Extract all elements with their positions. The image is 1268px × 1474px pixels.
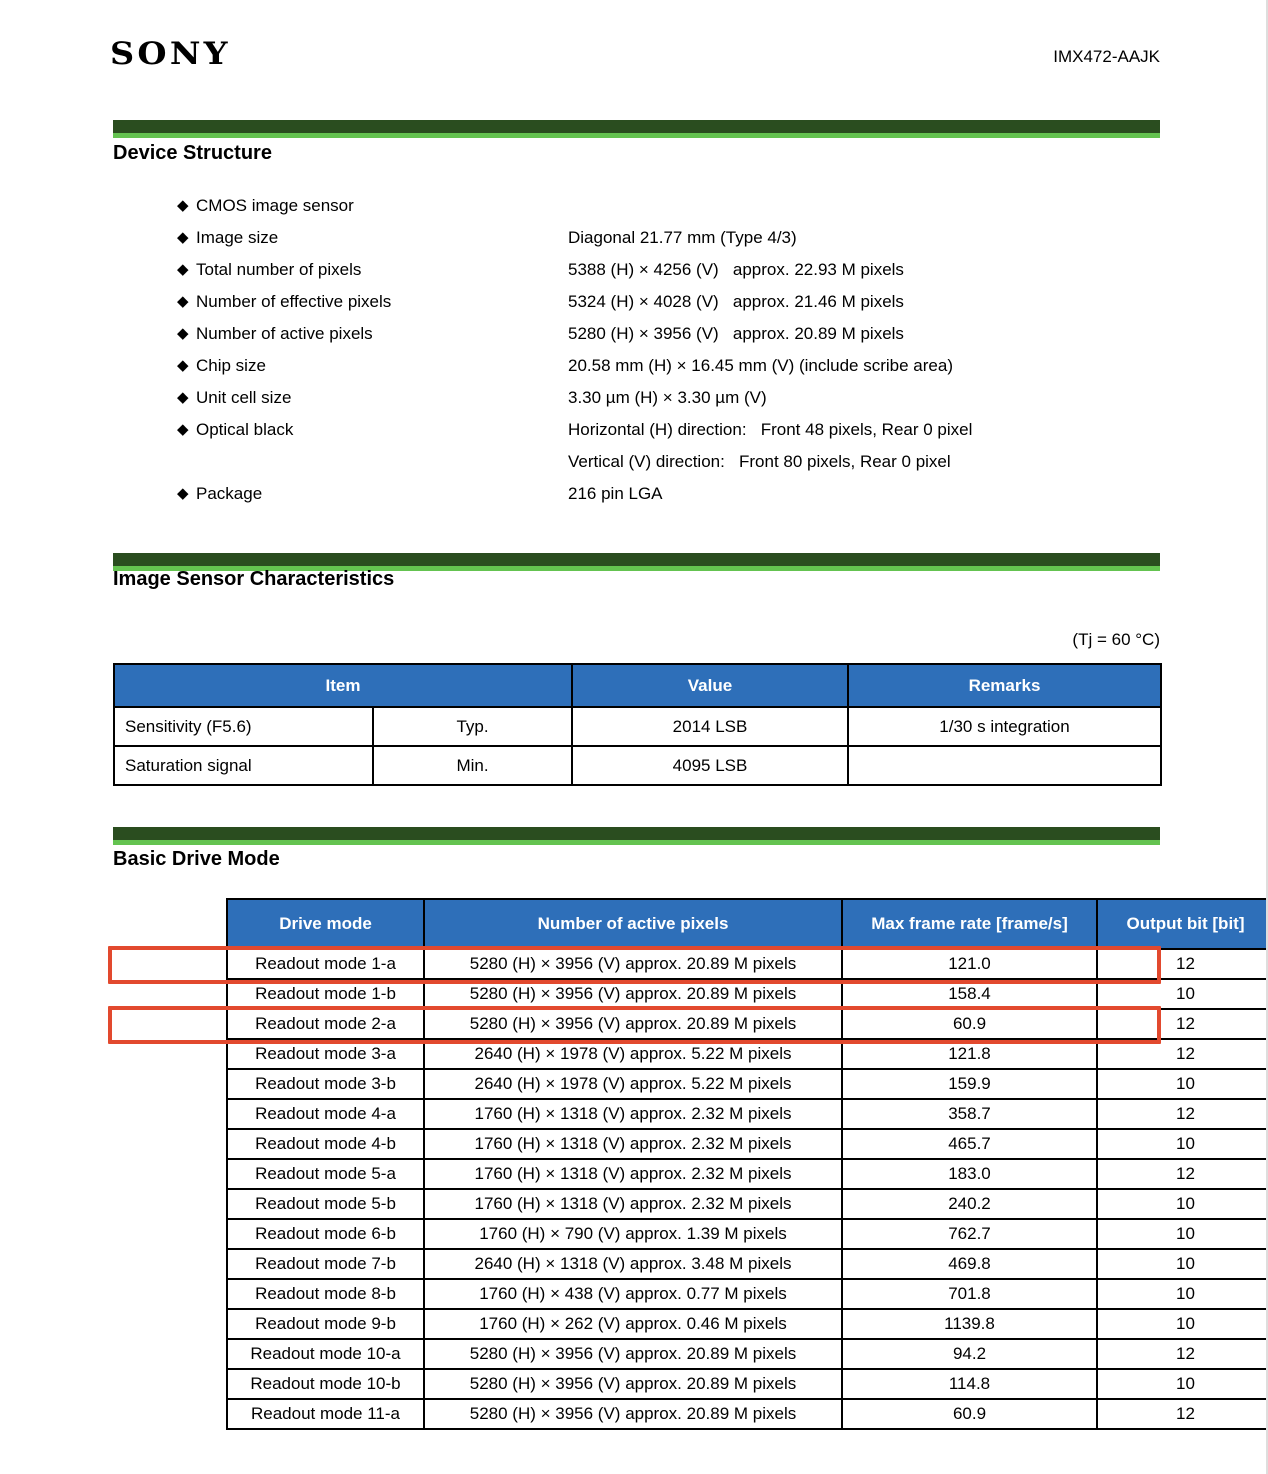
diamond-bullet-icon: ◆ — [177, 389, 189, 406]
cell-rate: 94.2 — [842, 1339, 1097, 1369]
cell-rate: 240.2 — [842, 1189, 1097, 1219]
cell-pixels: 1760 (H) × 438 (V) approx. 0.77 M pixels — [424, 1279, 842, 1309]
table-row — [227, 1189, 1268, 1219]
sony-logo: SONY — [110, 36, 231, 72]
cell-rate: 762.7 — [842, 1219, 1097, 1249]
cell-item: Sensitivity (F5.6) — [114, 707, 373, 746]
device-structure-list — [113, 190, 1160, 510]
item-value: Vertical (V) direction: Front 80 pixels, Rear 0 pixel — [568, 452, 951, 471]
item-label: Image size — [196, 228, 279, 247]
list-item — [113, 190, 1160, 222]
table-row — [227, 1339, 1268, 1369]
temperature-condition: (Tj = 60 °C) — [1072, 630, 1160, 649]
cell-rate: 60.9 — [842, 1399, 1097, 1429]
table-row — [227, 1069, 1268, 1099]
cell-bits: 10 — [1097, 1279, 1268, 1309]
cell-bits: 10 — [1097, 1129, 1268, 1159]
list-item — [113, 478, 1160, 510]
cell-mode: Readout mode 6-b — [227, 1219, 424, 1249]
table-row — [114, 746, 1161, 785]
diamond-bullet-icon: ◆ — [177, 357, 189, 374]
list-item — [113, 414, 1160, 446]
diamond-bullet-icon: ◆ — [177, 197, 189, 214]
cell-bits: 12 — [1097, 1009, 1268, 1039]
cell-remarks: 1/30 s integration — [848, 707, 1161, 746]
cell-bits: 10 — [1097, 1069, 1268, 1099]
table-row — [227, 1039, 1268, 1069]
list-item — [113, 222, 1160, 254]
diamond-bullet-icon: ◆ — [177, 261, 189, 278]
column-header-active-pixels: Number of active pixels — [424, 899, 842, 949]
list-item — [113, 382, 1160, 414]
list-item-continuation — [113, 446, 1160, 478]
cell-mode: Readout mode 2-a — [227, 1009, 424, 1039]
cell-mode: Readout mode 10-b — [227, 1369, 424, 1399]
cell-pixels: 1760 (H) × 262 (V) approx. 0.46 M pixels — [424, 1309, 842, 1339]
list-item — [113, 254, 1160, 286]
table-row — [227, 1279, 1268, 1309]
cell-mode: Readout mode 8-b — [227, 1279, 424, 1309]
table-row — [227, 1249, 1268, 1279]
table-row — [227, 1009, 1268, 1039]
cell-value: 2014 LSB — [572, 707, 848, 746]
table-row — [227, 1129, 1268, 1159]
cell-rate: 60.9 — [842, 1009, 1097, 1039]
cell-rate: 701.8 — [842, 1279, 1097, 1309]
cell-bits: 10 — [1097, 1219, 1268, 1249]
item-label: Unit cell size — [196, 388, 292, 407]
cell-spec: Min. — [373, 746, 572, 785]
cell-rate: 159.9 — [842, 1069, 1097, 1099]
item-label: Number of effective pixels — [196, 292, 392, 311]
cell-rate: 465.7 — [842, 1129, 1097, 1159]
cell-pixels: 5280 (H) × 3956 (V) approx. 20.89 M pixels — [424, 1009, 842, 1039]
table-row — [227, 1399, 1268, 1429]
section-divider-bar — [113, 120, 1160, 138]
cell-rate: 183.0 — [842, 1159, 1097, 1189]
cell-pixels: 1760 (H) × 1318 (V) approx. 2.32 M pixels — [424, 1159, 842, 1189]
section-title-image-sensor-characteristics: Image Sensor Characteristics — [113, 568, 395, 590]
cell-pixels: 2640 (H) × 1318 (V) approx. 3.48 M pixels — [424, 1249, 842, 1279]
item-value: 5324 (H) × 4028 (V) approx. 21.46 M pixels — [568, 292, 904, 311]
cell-pixels: 1760 (H) × 1318 (V) approx. 2.32 M pixels — [424, 1189, 842, 1219]
cell-pixels: 5280 (H) × 3956 (V) approx. 20.89 M pixels — [424, 1399, 842, 1429]
image-sensor-characteristics-table — [113, 663, 1162, 786]
diamond-bullet-icon: ◆ — [177, 229, 189, 246]
cell-bits: 10 — [1097, 979, 1268, 1009]
column-header-remarks: Remarks — [848, 664, 1161, 707]
cell-pixels: 2640 (H) × 1978 (V) approx. 5.22 M pixels — [424, 1039, 842, 1069]
item-label: Chip size — [196, 356, 266, 375]
cell-value: 4095 LSB — [572, 746, 848, 785]
diamond-bullet-icon: ◆ — [177, 485, 189, 502]
cell-pixels: 5280 (H) × 3956 (V) approx. 20.89 M pixels — [424, 1339, 842, 1369]
column-header-value: Value — [572, 664, 848, 707]
cell-rate: 469.8 — [842, 1249, 1097, 1279]
list-item — [113, 318, 1160, 350]
diamond-bullet-icon: ◆ — [177, 421, 189, 438]
cell-pixels: 1760 (H) × 1318 (V) approx. 2.32 M pixels — [424, 1099, 842, 1129]
item-value: Diagonal 21.77 mm (Type 4/3) — [568, 228, 797, 247]
table-row — [227, 1309, 1268, 1339]
table-row — [227, 1099, 1268, 1129]
cell-mode: Readout mode 1-a — [227, 949, 424, 979]
cell-rate: 158.4 — [842, 979, 1097, 1009]
item-value: 5280 (H) × 3956 (V) approx. 20.89 M pixels — [568, 324, 904, 343]
section-title-device-structure: Device Structure — [113, 142, 272, 164]
cell-pixels: 1760 (H) × 790 (V) approx. 1.39 M pixels — [424, 1219, 842, 1249]
cell-mode: Readout mode 3-a — [227, 1039, 424, 1069]
column-header-drive-mode: Drive mode — [227, 899, 424, 949]
cell-bits: 10 — [1097, 1189, 1268, 1219]
column-header-item: Item — [114, 664, 572, 707]
table-row — [227, 1159, 1268, 1189]
item-value: 216 pin LGA — [568, 484, 663, 503]
item-value: 20.58 mm (H) × 16.45 mm (V) (include scribe area) — [568, 356, 953, 375]
list-item — [113, 286, 1160, 318]
cell-mode: Readout mode 4-a — [227, 1099, 424, 1129]
item-label: Optical black — [196, 420, 294, 439]
cell-pixels: 5280 (H) × 3956 (V) approx. 20.89 M pixels — [424, 1369, 842, 1399]
list-item — [113, 350, 1160, 382]
cell-bits: 12 — [1097, 1339, 1268, 1369]
cell-mode: Readout mode 5-b — [227, 1189, 424, 1219]
item-value: 3.30 µm (H) × 3.30 µm (V) — [568, 388, 767, 407]
cell-bits: 10 — [1097, 1249, 1268, 1279]
cell-bits: 10 — [1097, 1309, 1268, 1339]
basic-drive-mode-table — [226, 898, 1268, 1430]
cell-pixels: 1760 (H) × 1318 (V) approx. 2.32 M pixels — [424, 1129, 842, 1159]
cell-rate: 358.7 — [842, 1099, 1097, 1129]
cell-bits: 12 — [1097, 949, 1268, 979]
table-row — [227, 979, 1268, 1009]
cell-bits: 12 — [1097, 1039, 1268, 1069]
item-label: Total number of pixels — [196, 260, 362, 279]
cell-mode: Readout mode 1-b — [227, 979, 424, 1009]
cell-rate: 114.8 — [842, 1369, 1097, 1399]
diamond-bullet-icon: ◆ — [177, 325, 189, 342]
cell-spec: Typ. — [373, 707, 572, 746]
diamond-bullet-icon: ◆ — [177, 293, 189, 310]
cell-mode: Readout mode 7-b — [227, 1249, 424, 1279]
cell-bits: 12 — [1097, 1399, 1268, 1429]
table-row — [227, 1369, 1268, 1399]
cell-remarks — [848, 746, 1161, 785]
table-header-row — [227, 899, 1268, 949]
cell-item: Saturation signal — [114, 746, 373, 785]
cell-bits: 12 — [1097, 1159, 1268, 1189]
column-header-max-frame-rate: Max frame rate [frame/s] — [842, 899, 1097, 949]
table-row — [114, 707, 1161, 746]
section-divider-bar — [113, 827, 1160, 845]
column-header-output-bit: Output bit [bit] — [1097, 899, 1268, 949]
table-row — [227, 1219, 1268, 1249]
document-id: IMX472-AAJK — [1053, 47, 1160, 66]
cell-pixels: 5280 (H) × 3956 (V) approx. 20.89 M pixels — [424, 949, 842, 979]
item-value: 5388 (H) × 4256 (V) approx. 22.93 M pixels — [568, 260, 904, 279]
cell-mode: Readout mode 3-b — [227, 1069, 424, 1099]
cell-rate: 121.0 — [842, 949, 1097, 979]
cell-pixels: 5280 (H) × 3956 (V) approx. 20.89 M pixels — [424, 979, 842, 1009]
cell-mode: Readout mode 9-b — [227, 1309, 424, 1339]
section-title-basic-drive-mode: Basic Drive Mode — [113, 848, 280, 870]
item-value: Horizontal (H) direction: Front 48 pixels, Rear 0 pixel — [568, 420, 973, 439]
table-header-row — [114, 664, 1161, 707]
item-label: Package — [196, 484, 263, 503]
cell-bits: 10 — [1097, 1369, 1268, 1399]
cell-mode: Readout mode 10-a — [227, 1339, 424, 1369]
cell-bits: 12 — [1097, 1099, 1268, 1129]
item-label: Number of active pixels — [196, 324, 373, 343]
cell-rate: 1139.8 — [842, 1309, 1097, 1339]
item-label: CMOS image sensor — [196, 196, 354, 215]
cell-mode: Readout mode 4-b — [227, 1129, 424, 1159]
cell-pixels: 2640 (H) × 1978 (V) approx. 5.22 M pixels — [424, 1069, 842, 1099]
cell-mode: Readout mode 11-a — [227, 1399, 424, 1429]
table-row — [227, 949, 1268, 979]
cell-rate: 121.8 — [842, 1039, 1097, 1069]
cell-mode: Readout mode 5-a — [227, 1159, 424, 1189]
